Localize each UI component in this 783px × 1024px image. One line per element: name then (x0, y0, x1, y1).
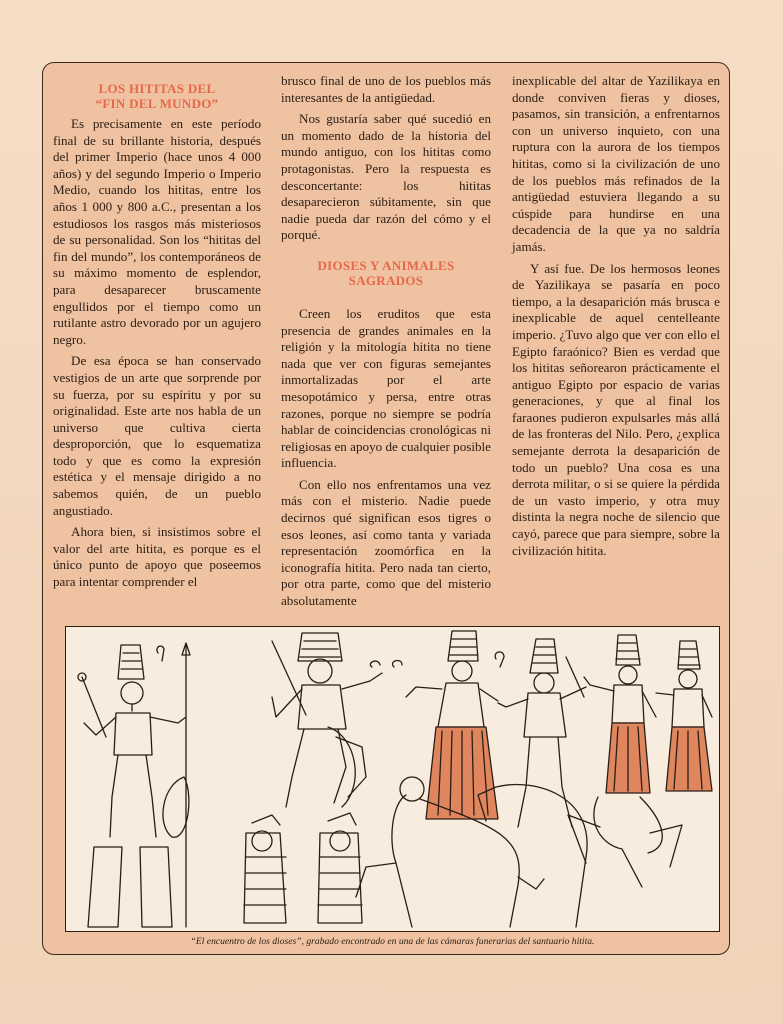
text-column-2 (281, 73, 491, 615)
paragraph: Y así fue. De los hermosos leones de Yazilikaya se pasaría en poco tiempo, a la desaparición más brusca e inexplicable de aquel centelleante imperio. ¿Tuvo algo que ver con ello el Egipto faraónico? Bien es verdad que los hititas señorearon prácticamente el antiguo Egipto por espacio de varias generaciones, y que al final los faraones pudieron expulsarles más allá de las fronteras del Nilo. Pero, ¿explica semejante derrota la desaparición de todo un pueblo? Una cosa es una derrota militar, o si se quiere la pérdida de un vasto imperio, y otra muy distinta la negra noche de silencio que cayó, parece que para siempre, sobre la civilización hitita. (512, 260, 720, 558)
god-figure-center-left (244, 633, 402, 923)
heading-line: DIOSES Y ANIMALES (317, 257, 455, 273)
heading-line: “FIN DEL MUNDO” (95, 96, 219, 111)
relief-illustration (66, 627, 719, 931)
article-panel (42, 62, 730, 955)
paragraph: inexplicable del altar de Yazilikaya en donde conviven fieras y dioses, pasamos, sin transición, a enfrentarnos con un universo inquieto, con una ruptura con la aurora de los tiempos hititas, como si la civilización de uno de los pueblos más refinados de la antigüedad estuviera llegando a su cúspide para hundirse en una decadencia de la que ya no saldría jamás. (512, 73, 720, 254)
heading-line: LOS HITITAS DEL (98, 81, 216, 96)
paragraph: De esa época se han conservado vestigios de un arte que sorprende por su fuerza, por su espíritu y por su originalidad. Este arte nos habla de un universo que cultiva cierta desproporción, que lo esquematiza todo y que es como la expresión estética y el mensaje dirigido a no sabemos quién, de un pueblo angustiado. (53, 353, 261, 518)
text-column-1 (53, 81, 261, 596)
god-figure-right-2 (656, 641, 712, 791)
paragraph: brusco final de uno de los pueblos más interesantes de la antigüedad. (281, 73, 491, 105)
section-heading-dioses (281, 258, 491, 288)
heading-line: SAGRADOS (348, 272, 424, 288)
paragraph: Nos gustaría saber qué sucedió en un momento dado de la historia del mundo antiguo, con los hititas como protagonistas. Pero la respuesta es desconcertante: los hititas desaparecieron súbitamente, sin que nadie pueda dar razón del cómo y el porqué. (281, 111, 491, 243)
paragraph: Ahora bien, si insistimos sobre el valor del arte hitita, es porque es el único punto de apoyo que poseemos para intentar comprender el (53, 524, 261, 590)
god-figure-center-right (478, 639, 587, 927)
section-heading-hititas (53, 81, 261, 111)
god-figure-left (78, 643, 190, 927)
text-column-3 (512, 73, 720, 564)
relief-engraving-figure (65, 626, 720, 932)
paragraph: Con ello nos enfrentamos una vez más con el misterio. Nadie puede decirnos qué significan esos tigres o esos leones, así como tanta y variada representación zoomórfica en la iconografía hitita. Pero nada tan cierto, por otra parte, como que del misterio absolutamente (281, 476, 491, 609)
paragraph: Es precisamente en este período final de su brillante historia, después del primer Imperio (hace unos 4 000 años) y del segundo Imperio o Imperio Medio, cuando los hititas, entre los años 1 000 y 800 a.C., presentan a los estudiosos los rasgos más misteriosos de su personalidad. Son los “hititas del fin del mundo”, los contemporáneos de su máximo momento de esplendor, para desaparecer bruscamente engullidos por el tiempo como un rutilante astro devorado por un agujero negro. (53, 116, 261, 347)
paragraph: Creen los eruditos que esta presencia de grandes animales en la religión y la mitología hitita no tiene nada que ver con figuras semejantes inmortalizadas por el arte mesopotámico y persa, entre otras razones, porque no siempre se podría hablar de coincidencias cronológicas ni religiosas en apoyo de cualquier posible influencia. (281, 305, 491, 471)
figure-caption: “El encuentro de los dioses”, grabado encontrado en una de las cámaras funerarias del santuario hitita. (190, 936, 595, 947)
goddess-figure-center (356, 631, 544, 927)
god-figure-right-1 (568, 635, 682, 887)
